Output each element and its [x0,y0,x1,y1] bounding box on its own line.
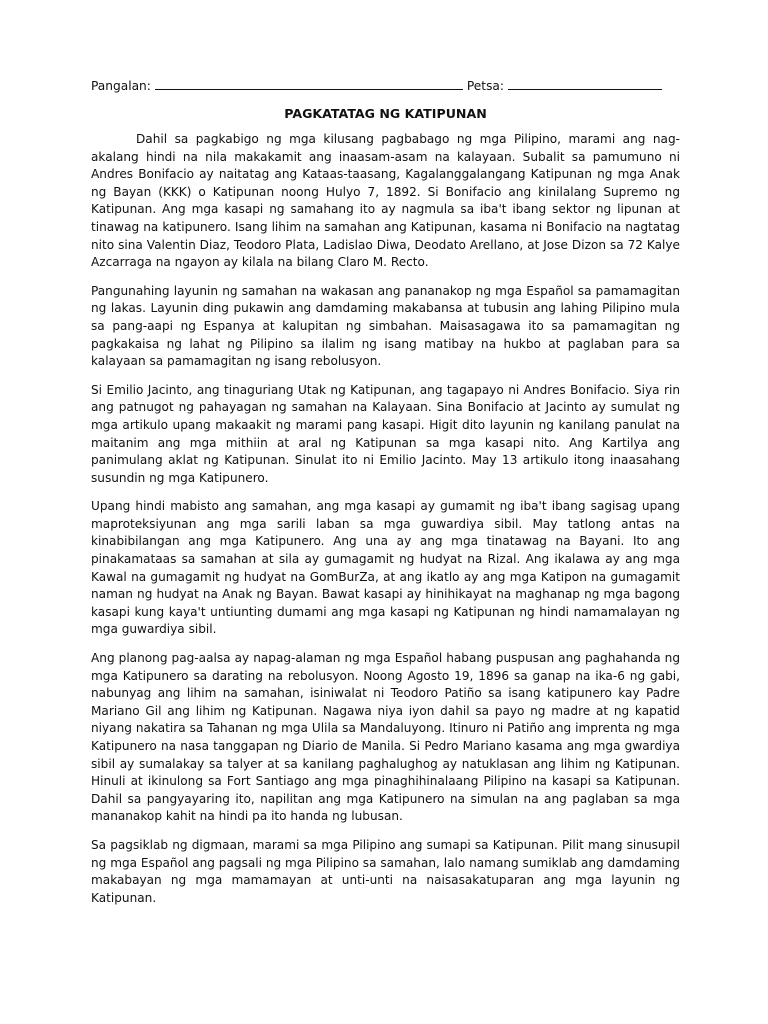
name-date-line [91,76,680,96]
paragraph-2: Pangunahing layunin ng samahan na wakasan ang pananakop ng mga Español sa pamamagitan ng lakas. Layunin ding pukawin ang damdaming makabansa at tubusin ang lahing Pilipino mula sa pang-aapi ng Espanya at kalupitan ng simbahan. Maisasagawa ito sa pamamagitan ng pagkakaisa ng lahat ng Pilipino sa ilalim ng isang matibay na hukbo at paglaban para sa kalayaan sa pamamagitan ng isang rebolusyon. [91,283,680,369]
name-blank[interactable] [155,76,463,90]
paragraph-1: Dahil sa pagkabigo ng mga kilusang pagbabago ng mga Pilipino, marami ang nag-akalang hindi na nila makakamit ang inaasam-asam na kalayaan. Subalit sa pamumuno ni Andres Bonifacio ay naitatag ang Kataas-taasang, Kagalanggalangang Katipunan ng mga Anak ng Bayan (KKK) o Katipunan noong Hulyo 7, 1892. Si Bonifacio ang kinilalang Supremo ng Katipunan. Ang mga kasapi ng samahang ito ay nagmula sa iba't ibang sektor ng lipunan at tinawag na katipunero. Isang lihim na samahan ang Katipunan, kasama ni Bonifacio na nagtatag nito sina Valentin Diaz, Teodoro Plata, Ladislao Diwa, Deodato Arellano, at Jose Dizon sa 72 Kalye Azcarraga na ngayon ay kilala na bilang Claro M. Recto. [91,132,680,270]
paragraph-4: Upang hindi mabisto ang samahan, ang mga kasapi ay gumamit ng iba't ibang sagisag upang maproteksiyunan ang mga sarili laban sa mga guwardiya sibil. May tatlong antas na kinabibilangan ang mga Katipunero. Ang una ay ang mga tinatawag na Bayani. Ito ang pinakamataas sa samahan at sila ay gumagamit ng hudyat na Rizal. Ang ikalawa ay ang mga Kawal na gumagamit ng hudyat na GomBurZa, at ang ikatlo ay ang mga Katipon na gumagamit naman ng hudyat na Anak ng Bayan. Bawat kasapi ay hinihikayat na maghanap ng mga bagong kasapi kung kaya't untiunting dumami ang mga kasapi ng Katipunan ng hindi namamalayan ng mga guwardiya sibil. [91,499,680,637]
document-title: PAGKATATAG NG KATIPUNAN [284,106,487,121]
paragraph-6: Sa pagsiklab ng digmaan, marami sa mga Pilipino ang sumapi sa Katipunan. Pilit mang sinusupil ng mga Español ang pagsali ng mga Pilipino sa samahan, lalo namang sumiklab ang damdaming makabayan ng mga mamamayan at unti-unti na naisasakatuparan ang mga layunin ng Katipunan. [91,837,680,905]
date-label: Petsa: [466,79,505,93]
name-label: Pangalan: [91,79,151,93]
paragraph-5: Ang planong pag-aalsa ay napag-alaman ng mga Español habang puspusan ang paghahanda ng mga Katipunero sa darating na rebolusyon. Noong Agosto 19, 1896 sa ganap na ika-6 ng gabi, nabunyag ang lihim na samahan, isiniwalat ni Teodoro Patiño sa isang katipunero kay Padre Mariano Gil ang lihim ng Katipunan. Nagawa niya iyon dahil sa payo ng madre at ng kapatid niyang nakatira sa Tahanan ng mga Ulila sa Mandaluyong. Itinuro ni Patiño ang imprenta ng mga Katipunero na nasa tanggapan ng Diario de Manila. Si Pedro Mariano kasama ang mga gwardiya sibil ay sumalakay sa talyer at sa kanilang paghalughog ay natuklasan ang lihim ng Katipunan. Hinuli at ikinulong sa Fort Santiago ang mga pinaghihinalaang Pilipino na kasapi sa Katipunan. Dahil sa pangyayaring ito, napilitan ang mga Katipunero na simulan na ang paglaban sa mga mananakop kahit na hindi pa ito handa ng lubusan. [91,651,680,824]
paragraph-3: Si Emilio Jacinto, ang tinaguriang Utak ng Katipunan, ang tagapayo ni Andres Bonifacio. Siya rin ang patnugot ng pahayagan ng samahan na Kalayaan. Sina Bonifacio at Jacinto ay sumulat ng mga artikulo upang makaakit ng marami pang kasapi. Higit dito layunin ng kanilang panulat na maitanim ang mga mithiin at aral ng Katipunan sa mga kasapi nito. Ang Kartilya ang panimulang aklat ng Katipunan. Sinulat ito ni Emilio Jacinto. May 13 artikulo itong inaasahang susundin ng mga Katipunero. [91,382,680,485]
date-blank[interactable] [508,76,662,90]
